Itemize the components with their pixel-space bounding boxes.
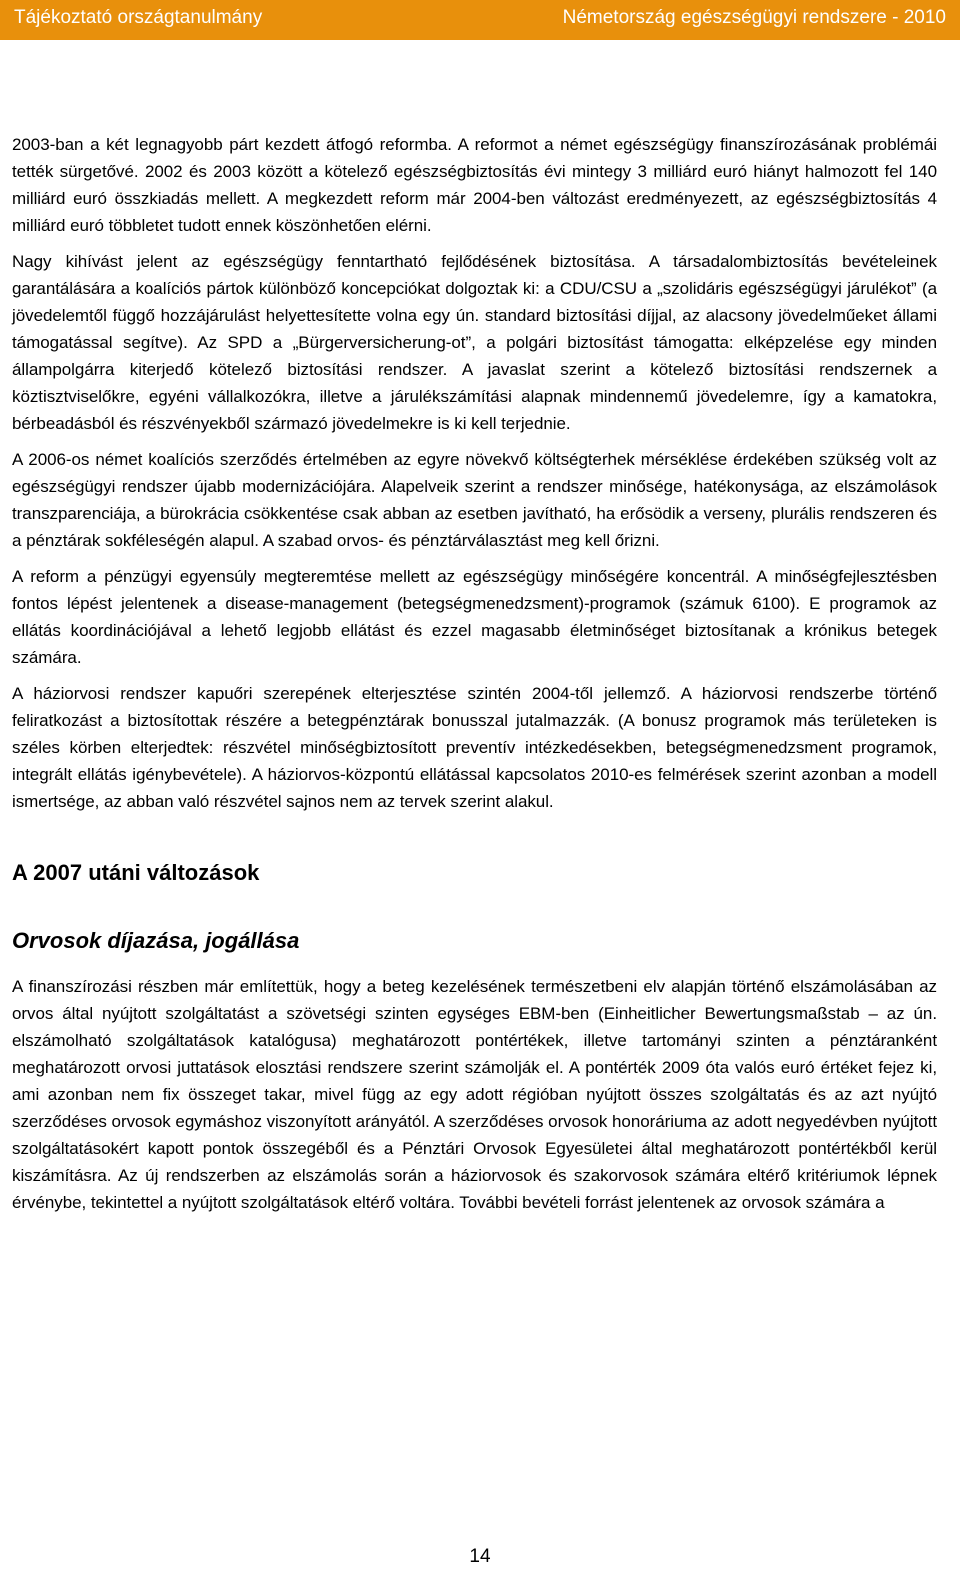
paragraph-physician-payment: A finanszírozási részben már említettük, hogy a beteg kezelésének természetbeni elv alapján történő elszámolásában az orvos által nyújtott szolgáltatást a szövetségi szinten egységes EBM-ben (Einheitlicher Bewertungsmaßstab – az ún. elszámolható szolgáltatások katalógusa) meghatározott pontértékek, illetve tartományi szinten a pénztáranként meghatározott orvosi juttatások elosztási rendszere szerint számolják el. A pontérték 2009 óta valós euró értéket fejez ki, ami azonban nem fix összeget takar, mivel függ az egy adott régióban nyújtott összes szolgáltatás és az azt nyújtó szerződéses orvosok egymáshoz viszonyított arányától. A szerződéses orvosok honoráriuma az adott negyedévben nyújtott szolgáltatásokért kapott pontok összegéből és a Pénztári Orvosok Egyesületei által meghatározott pontértékből kerül kiszámításra. Az új rendszerben az elszámolás során a háziorvosok és szakorvosok számára eltérő kritériumok lépnek érvénybe, tekintettel a nyújtott szolgáltatások eltérő voltára. További bevételi forrást jelentenek az orvosok számára a xyxy=(12,977,937,1212)
paragraph-sustainability: Nagy kihívást jelent az egészségügy fenntartható fejlődésének biztosítása. A társadalombiztosítás bevételeinek garantálására a koalíciós pártok különböző koncepciókat dolgoztak ki: a CDU/CSU a „szolidáris egészségügyi járulékot” (a jövedelemtől függő hozzájárulást helyettesítette volna egy ún. standard biztosítási díjjal, az alacsony jövedelműeket állami támogatással segítve). Az SPD a „Bürgerversicherung-ot”, a polgári biztosítást támogatta: elképzelése egy minden állampolgárra kiterjedő kötelező biztosítási rendszer. A javaslat szerint a kötelező biztosítási rendszernek a köztisztviselőkre, egyéni vállalkozókra, illetve a járulékszámítási alapnak mindennemű jövedelemre, így a kamatokra, bérbeadásból és részvényekből származó jövedelmekre is ki kell terjednie. xyxy=(12,252,937,433)
document-subtitle: Németország egészségügyi rendszere - 2010 xyxy=(562,7,946,28)
section-heading: A 2007 utáni változások xyxy=(12,860,260,885)
page-header xyxy=(0,0,960,40)
section-subheading: Orvosok díjazása, jogállása xyxy=(12,928,300,953)
page-body xyxy=(12,131,937,1216)
paragraph-quality: A reform a pénzügyi egyensúly megteremtése mellett az egészségügy minőségére koncentrál. A minőségfejlesztésben fontos lépést jelentenek a disease-management (betegségmenedzsment)-programok (számuk 6100). E programok az ellátás koordinációjával a lehető legjobb ellátást és ezzel magasabb életminőséget biztosítanak a krónikus betegek számára. xyxy=(12,567,937,667)
paragraph-reform-2003: 2003-ban a két legnagyobb párt kezdett átfogó reformba. A reformot a német egészségügy finanszírozásának problémái tették sürgetővé. 2002 és 2003 között a kötelező egészségbiztosítás évi mintegy 3 milliárd euró hiányt halmozott fel 140 milliárd euró összkiadás mellett. A megkezdett reform már 2004-ben változást eredményezett, az egészségbiztosítás 4 milliárd euró többletet tudott ennek köszönhetően elérni. xyxy=(12,135,937,235)
paragraph-gatekeeper: A háziorvosi rendszer kapuőri szerepének elterjesztése szintén 2004-től jellemző. A háziorvosi rendszerbe történő feliratkozást a biztosítottak részére a betegpénztárak bonusszal jutalmazzák. (A bonusz programok más területeken is széles körben elterjedtek: részvétel minőségbiztosított preventív intézkedésekben, betegségmenedzsment programok, integrált ellátás igénybevétele). A háziorvos-központú ellátással kapcsolatos 2010-es felmérések szerint azonban a modell ismertsége, az abban való részvétel sajnos nem az tervek szerint alakul. xyxy=(12,684,937,811)
page-number: 14 xyxy=(469,1546,491,1567)
document-title: Tájékoztató országtanulmány xyxy=(14,7,263,28)
paragraph-coalition-2006: A 2006-os német koalíciós szerződés értelmében az egyre növekvő költségterhek mérséklése érdekében szükség volt az egészségügyi rendszer újabb modernizációjára. Alapelveik szerint a rendszer minősége, hatékonysága, az elszámolások transzparenciája, a bürokrácia csökkentése csak abban az esetben javítható, ha erősödik a verseny, plurális rendszeren és a pénztárak sokféleségén alapul. A szabad orvos- és pénztárválasztást meg kell őrizni. xyxy=(12,450,937,550)
